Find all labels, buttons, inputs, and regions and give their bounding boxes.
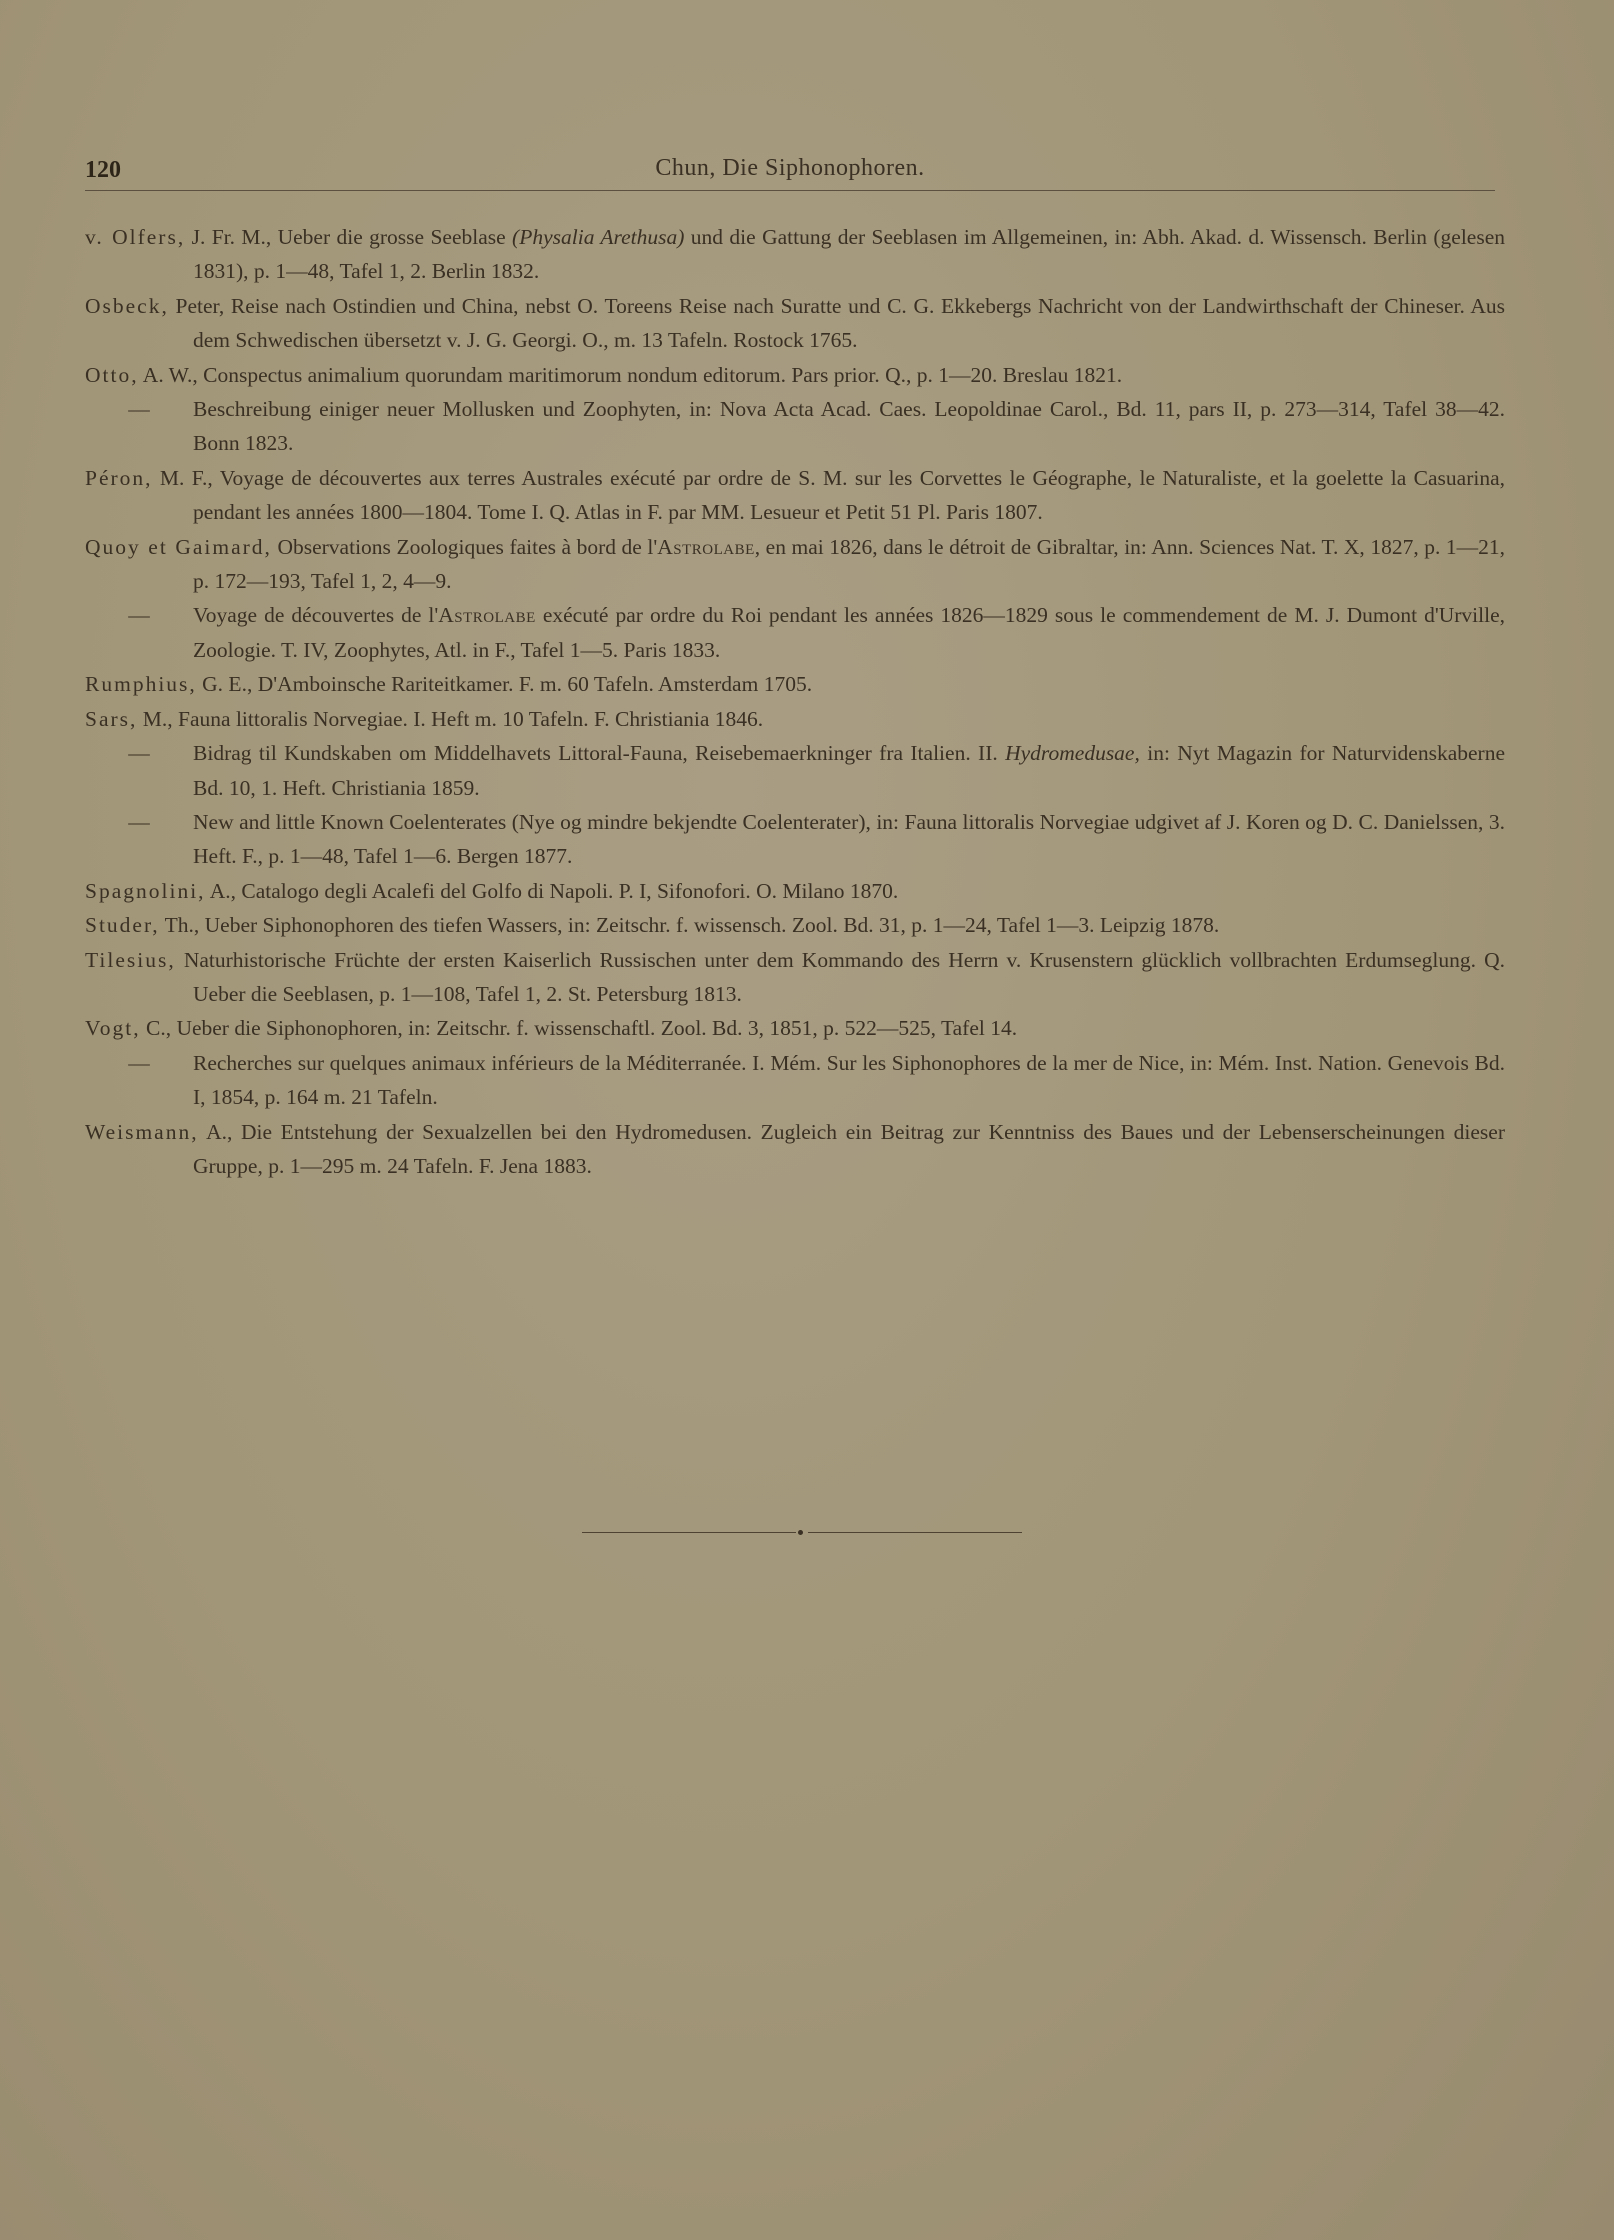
ditto-dash: —	[128, 809, 150, 834]
bib-entry-otto-2	[85, 392, 1505, 461]
entry-text: Bidrag til Kundskaben om Middelhavets Littoral-Fauna, Reisebemaerkninger fra Italien. II.	[193, 741, 1006, 766]
bib-entry-sars-2	[85, 736, 1505, 805]
entry-text: in: Nyt Magazin for Naturvidenskaberne Bd. 10, 1. Heft. Christiania 1859.	[193, 741, 1506, 800]
bib-entry-quoy-gaimard	[85, 530, 1505, 599]
ditto-dash: —	[128, 741, 150, 766]
entry-author: Otto,	[85, 362, 139, 387]
bibliography	[85, 220, 1505, 1183]
entry-text: Voyage de découvertes de l'	[193, 603, 439, 628]
bib-entry-vogt	[85, 1011, 1505, 1045]
entry-text: Peter, Reise nach Ostindien und China, nebst O. Toreens Reise nach Suratte und C. G. Ekkebergs Nachricht von der Landwirthschaft der Chineser. Aus dem Schwedischen übersetzt v. J. G. Georgi. O., m. 13 Tafeln. Rostock 1765.	[168, 293, 1505, 353]
bib-entry-rumphius	[85, 667, 1505, 701]
entry-author: Weismann,	[85, 1119, 199, 1144]
end-rule-left	[582, 1532, 796, 1533]
bib-entry-peron	[85, 461, 1505, 530]
entry-text: Naturhistorische Früchte der ersten Kaiserlich Russischen unter dem Kommando des Herrn v. Krusenstern glücklich vollbrachten Erdumseglung. Q. Ueber die Seeblasen, p. 1—108, Tafel 1, 2. St. Petersburg 1813.	[175, 947, 1505, 1006]
bib-entry-osbeck	[85, 289, 1505, 358]
entry-italic: Hydromedusae,	[1005, 741, 1140, 766]
entry-small-caps: Astrolabe	[438, 603, 536, 628]
header-rule	[85, 190, 1495, 191]
entry-text: C., Ueber die Siphonophoren, in: Zeitschr. f. wissenschaftl. Zool. Bd. 3, 1851, p. 522—525, Tafel 14.	[140, 1016, 1018, 1041]
page-number: 120	[85, 157, 121, 183]
entry-author: Vogt,	[85, 1016, 141, 1041]
ditto-dash: —	[128, 603, 150, 628]
ditto-dash: —	[128, 1050, 150, 1075]
entry-italic: (Physalia Arethusa)	[512, 225, 685, 249]
bib-entry-otto	[85, 358, 1505, 392]
bib-entry-sars	[85, 702, 1505, 736]
entry-author: v. Olfers,	[85, 225, 186, 249]
entry-text: M., Fauna littoralis Norvegiae. I. Heft m. 10 Tafeln. F. Christiania 1846.	[137, 706, 764, 731]
entry-author: Quoy et Gaimard,	[85, 534, 272, 559]
entry-author: Sars,	[85, 706, 138, 731]
bib-entry-spagnolini	[85, 874, 1505, 908]
entry-text: G. E., D'Amboinsche Rariteitkamer. F. m. 60 Tafeln. Amsterdam 1705.	[196, 672, 813, 697]
entry-text: Recherches sur quelques animaux inférieurs de la Méditerranée. I. Mém. Sur les Siphonophores de la mer de Nice, in: Mém. Inst. Nation. Genevois Bd. I, 1854, p. 164 m. 21 Tafeln.	[193, 1050, 1505, 1110]
bib-entry-vogt-2	[85, 1046, 1505, 1115]
bib-entry-sars-3	[85, 805, 1505, 874]
end-rule-dot	[798, 1530, 803, 1535]
ditto-dash: —	[128, 397, 150, 422]
entry-text: und die Gattung der Seeblasen im Allgemeinen, in: Abh. Akad. d. Wissensch. Berlin (gelesen 1831), p. 1—48, Tafel 1, 2. Berlin 1832.	[193, 225, 1506, 284]
entry-text: New and little Known Coelenterates (Nye og mindre bekjendte Coelenterater), in: Fauna littoralis Norvegiae udgivet af J. Koren og D. C. Danielssen, 3. Heft. F., p. 1—48, Tafel 1—6. Bergen 1877.	[193, 809, 1505, 869]
running-title: Chun, Die Siphonophoren.	[655, 155, 925, 181]
bib-entry-tilesius	[85, 943, 1505, 1012]
end-ornament-rule	[582, 1531, 1022, 1534]
entry-author: Osbeck,	[85, 293, 169, 318]
entry-text: Observations Zoologiques faites à bord de l'	[271, 534, 658, 559]
entry-text: M. F., Voyage de découvertes aux terres Australes exécuté par ordre de S. M. sur les Corvettes le Géographe, le Naturaliste, et la goelette la Casuarina, pendant les années 1800—1804. Tome I. Q. Atlas in F. par MM. Lesueur et Petit 51 Pl. Paris 1807.	[152, 465, 1505, 525]
end-rule-right	[808, 1532, 1022, 1533]
entry-author: Péron,	[85, 465, 153, 490]
entry-author: Tilesius,	[85, 947, 176, 972]
entry-author: Rumphius,	[85, 672, 197, 697]
entry-text: Th., Ueber Siphonophoren des tiefen Wassers, in: Zeitschr. f. wissensch. Zool. Bd. 31, p. 1—24, Tafel 1—3. Leipzig 1878.	[159, 913, 1220, 938]
bib-entry-quoy-gaimard-2	[85, 598, 1505, 667]
entry-text: exécuté par ordre du Roi pendant les années 1826—1829 sous le commendement de M. J. Dumont d'Urville, Zoologie. T. IV, Zoophytes, Atl. in F., Tafel 1—5. Paris 1833.	[193, 603, 1505, 662]
entry-small-caps: Astrolabe	[657, 534, 755, 559]
entry-author: Spagnolini,	[85, 878, 206, 903]
bib-entry-studer	[85, 908, 1505, 942]
entry-text: A., Catalogo degli Acalefi del Golfo di Napoli. P. I, Sifonofori. O. Milano 1870.	[205, 878, 899, 903]
entry-text: , en mai 1826, dans le détroit de Gibraltar, in: Ann. Sciences Nat. T. X, 1827, p. 1—21, p. 172—193, Tafel 1, 2, 4—9.	[193, 534, 1505, 594]
entry-text: J. Fr. M., Ueber die grosse Seeblase	[185, 225, 513, 249]
bib-entry-olfers	[85, 220, 1505, 289]
entry-author: Studer,	[85, 913, 160, 938]
entry-text: Beschreibung einiger neuer Mollusken und Zoophyten, in: Nova Acta Acad. Caes. Leopoldinae Carol., Bd. 11, pars II, p. 273—314, Tafel 38—42. Bonn 1823.	[193, 397, 1505, 456]
bib-entry-weismann	[85, 1115, 1505, 1184]
entry-text: A. W., Conspectus animalium quorundam maritimorum nondum editorum. Pars prior. Q., p. 1—20. Breslau 1821.	[138, 362, 1123, 387]
page-header	[85, 155, 1495, 193]
entry-text: A., Die Entstehung der Sexualzellen bei den Hydromedusen. Zugleich ein Beitrag zur Kenntniss des Baues und der Lebenserscheinungen dieser Gruppe, p. 1—295 m. 24 Tafeln. F. Jena 1883.	[193, 1119, 1505, 1178]
